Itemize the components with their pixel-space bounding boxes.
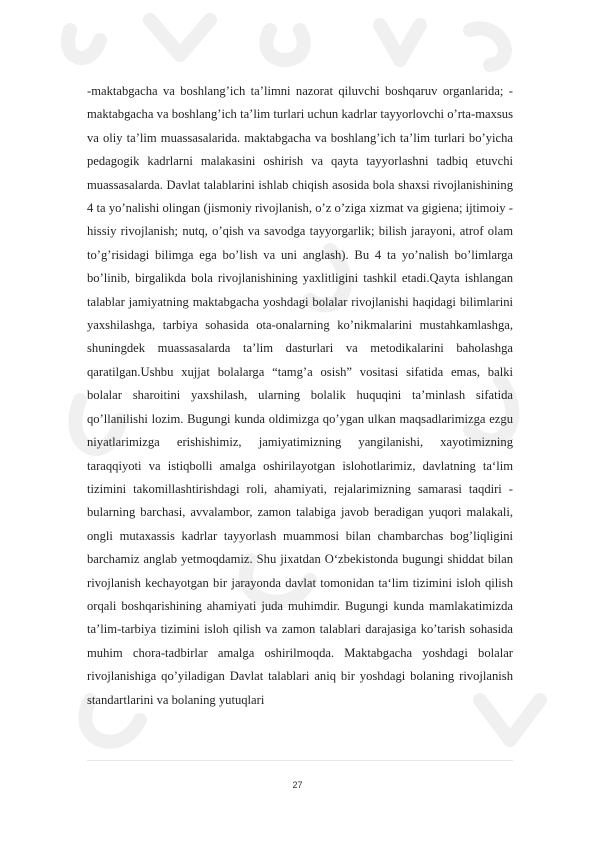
body-paragraph: -maktabgacha va boshlang’ich ta’limni nazorat qiluvchi boshqaruv organlarida; -maktabgacha va boshlang’ich ta’lim turlari uchun kadrlar tayyorlovchi o’rta-maxsus va oliy ta’lim muassasalarida. maktabgacha va boshlang’ich ta’lim turlari bo’yicha pedagogik kadrlarni malakasini oshirish va qayta tayyorlashni tadbiq etuvchi muassasalarda. Davlat talablarini ishlab chiqish asosida bola shaxsi rivojlanishining 4 ta yo’nalishi olingan (jismoniy rivojlanish, o’z o’ziga xizmat va gigiena; ijtimoiy - hissiy rivojlanish; nutq, o’qish va savodga tayyorgarlik; bilish jarayoni, atrof olam to’g’risidagi bilimga ega bo’lish va uni anglash). Bu 4 ta yo’nalish bo’limlarga bo’linib, birgalikda bola rivojlanishining yaxlitligini tashkil etadi.Qayta ishlangan talablar jamiyatning maktabgacha yoshdagi bolalar rivojlanishi haqidagi bilimlarini yaxshilashga, tarbiya sohasida ota-onalarning ko’nikmalarini mustahkamlashga, shuningdek muassasalarda ta’lim dasturlari va metodikalarini baholashga qaratilgan.Ushbu xujjat bolalarga “tamg’a osish” vositasi sifatida emas, balki bolalar sharoitini yaxshilash, ularning bolalik huquqini ta’minlash sifatida qo’llanilishi lozim. Bugungi kunda oldimizga qo’ygan ulkan maqsadlarimizga ezgu niyatlarimizga erishishimiz, jamiyatimizning yangilanishi, xayotimizning taraqqiyoti va istiqbolli amalga oshirilayotgan islohotlarimiz, davlatning ta‘lim tizimini takomillashtirishdagi roli, ahamiyati, rejalarimizning samarasi taqdiri - bularning barchasi, avvalambor, zamon talabiga javob beradigan yuqori malakali, ongli mutaxassis kadrlar tayyorlash muammosi bilan chambarchas bog’liqligini barchamiz anglab yetmoqdamiz. Shu jixatdan O‘zbekistonda bugungi shiddat bilan rivojlanish kechayotgan bir jarayonda davlat tomonidan ta‘lim tizimini isloh qilish orqali boshqarishining ahamiyati juda muhimdir. Bugungi kunda mamlakatimizda ta’lim-tarbiya tizimini isloh qilish va zamon talablari darajasiga ko’tarish sohasida muhim chora-tadbirlar amalga oshirilmoqda. Maktabgacha yoshdagi bolalar rivojlanishiga qo’yiladigan Davlat talablari aniq bir yoshdagi bolaning rivojlanish standartlarini va bolaning yutuqlari [87,84,513,707]
footer-divider [87,760,513,761]
page-number: 27 [292,780,303,790]
